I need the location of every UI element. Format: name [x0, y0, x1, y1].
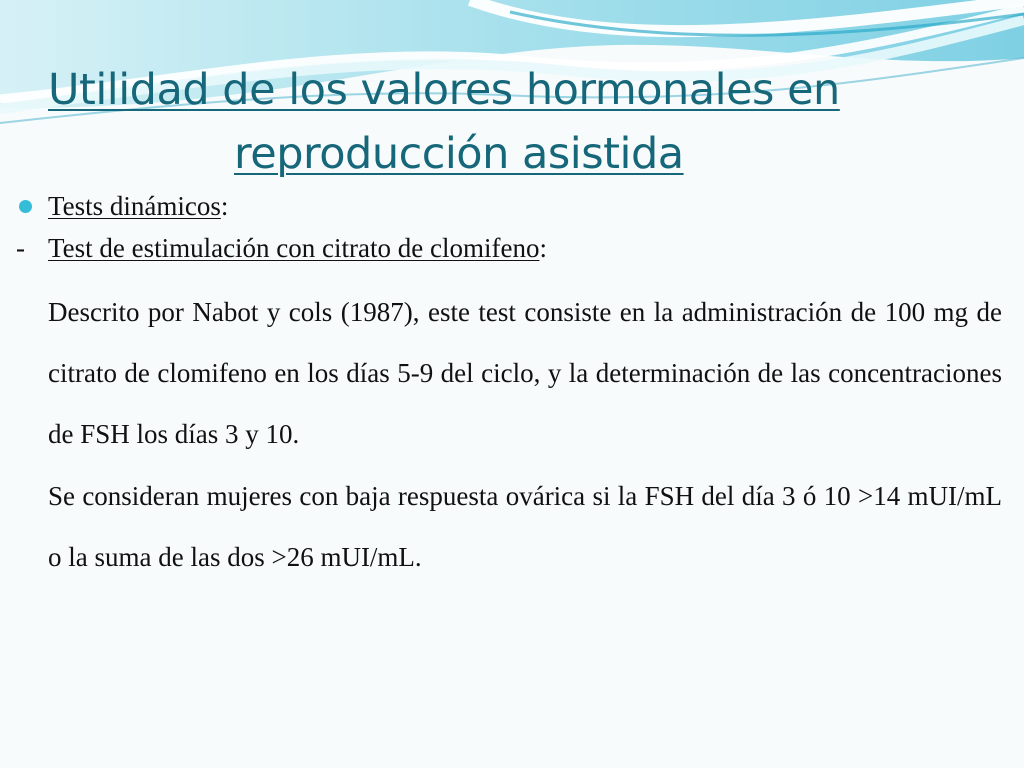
dash-icon: -	[16, 233, 25, 263]
slide-title-line-2: reproducción asistida	[234, 129, 684, 179]
dynamic-tests-label: Tests dinámicos	[48, 191, 221, 221]
dynamic-tests-colon: :	[220, 191, 229, 221]
slide-title	[40, 58, 940, 186]
description-paragraph: Descrito por Nabot y cols (1987), este test consiste en la administración de 100 mg de citrato de clomifeno en los días 5-9 del ciclo, y la determinación de las concentraciones de FSH los días 3 y 10.	[48, 297, 1002, 449]
slide-title-line-1: Utilidad de los valores hormonales en	[48, 65, 840, 115]
dynamic-tests-bullet	[48, 190, 1002, 230]
slide-body	[16, 190, 1002, 588]
clomiphene-test-colon: :	[539, 233, 547, 263]
bullet-dot-icon	[19, 200, 32, 213]
low-response-paragraph: Se consideran mujeres con baja respuesta ovárica si la FSH del día 3 ó 10 >14 mUI/mL o la suma de las dos >26 mUI/mL.	[48, 481, 1002, 572]
clomiphene-test-subitem	[16, 232, 1002, 278]
clomiphene-test-label: Test de estimulación con citrato de clomifeno	[48, 233, 540, 263]
